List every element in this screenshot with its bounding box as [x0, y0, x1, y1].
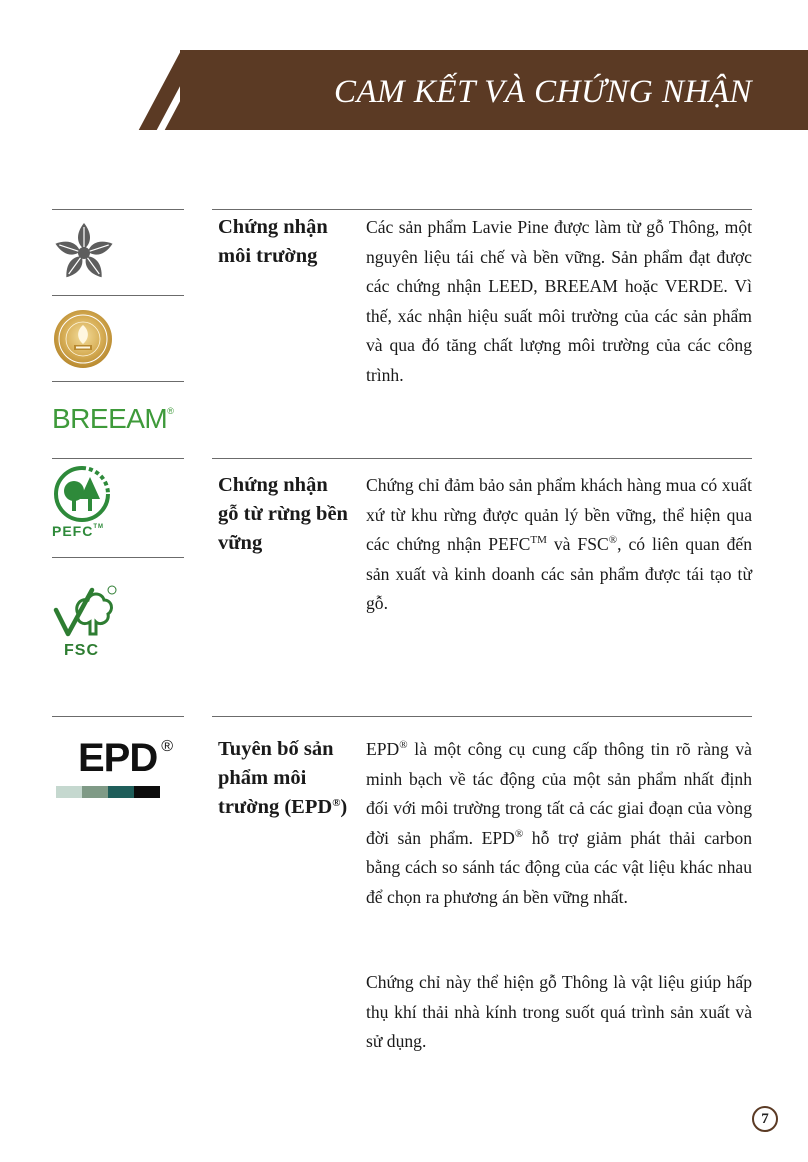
divider: [52, 716, 184, 717]
divider: [52, 209, 184, 210]
breeam-logo-cell: [52, 388, 184, 450]
breeam-logo: BREEAM®: [52, 403, 174, 434]
leaf-star-icon: [52, 221, 116, 285]
section-body-forest: Chứng chỉ đảm bảo sản phẩm khách hàng mua có xuất xứ từ khu rừng được quản lý bền vững, thể hiện qua các chứng nhận PEFC™ và FSC®, có liên quan đến sản xuất và kinh doanh các sản phẩm được tái tạo từ gỗ.: [366, 475, 752, 613]
pefc-logo-cell: [52, 465, 184, 553]
section-body-epd-2: Chứng chỉ này thể hiện gỗ Thông là vật liệu giúp hấp thụ khí thải nhà kính trong suốt quá trình sản xuất và sử dụng.: [366, 972, 752, 1051]
divider: [212, 209, 752, 210]
leed-seal-cell: [52, 300, 184, 378]
section-heading-forest: Chứng nhận gỗ từ rừng bền vững: [218, 474, 348, 554]
env-icon-cell: [52, 212, 184, 294]
section-heading-epd: Tuyên bố sản phẩm môi trường (EPD®): [218, 738, 348, 818]
fsc-tree-check-icon: [52, 584, 118, 640]
section-body-epd-1: EPD® là một công cụ cung cấp thông tin rõ ràng và minh bạch về tác động của một sản phẩm nhất định đối với môi trường trong tất cả các giai đoạn của vòng đời sản phẩm. EPD® hỗ trợ giảm phát thải carbon bằng cách so sánh tác động của các vật liệu khác nhau để chọn ra phương án bền vững nhất.: [366, 739, 752, 907]
leed-gold-seal-icon: [52, 308, 114, 370]
divider: [52, 381, 184, 382]
divider: [52, 458, 184, 459]
divider: [212, 458, 752, 459]
divider: [52, 295, 184, 296]
fsc-logo-cell: [52, 584, 184, 668]
epd-logo-cell: [56, 736, 188, 800]
fsc-logo-text: FSC: [64, 642, 99, 659]
pefc-logo-text: PEFC™: [52, 523, 105, 539]
divider: [212, 716, 752, 717]
section-body-env: Các sản phẩm Lavie Pine được làm từ gỗ Thông, một nguyên liệu tái chế và bền vững. Sản phẩm đạt được các chứng nhận LEED, BREEAM hoặc VERDE. Vì thế, xác nhận hiệu suất môi trường của các sản phẩm và qua đó tăng chất lượng môi trường của các công trình.: [366, 217, 752, 385]
section-heading-env: Chứng nhận môi trường: [218, 216, 328, 267]
page-number: 7: [752, 1106, 778, 1132]
pefc-trees-icon: [52, 465, 112, 523]
page-title: CAM KẾT VÀ CHỨNG NHẬN: [334, 74, 752, 110]
epd-color-bars: [56, 786, 160, 798]
epd-logo: EPD ®: [56, 738, 173, 798]
divider: [52, 557, 184, 558]
